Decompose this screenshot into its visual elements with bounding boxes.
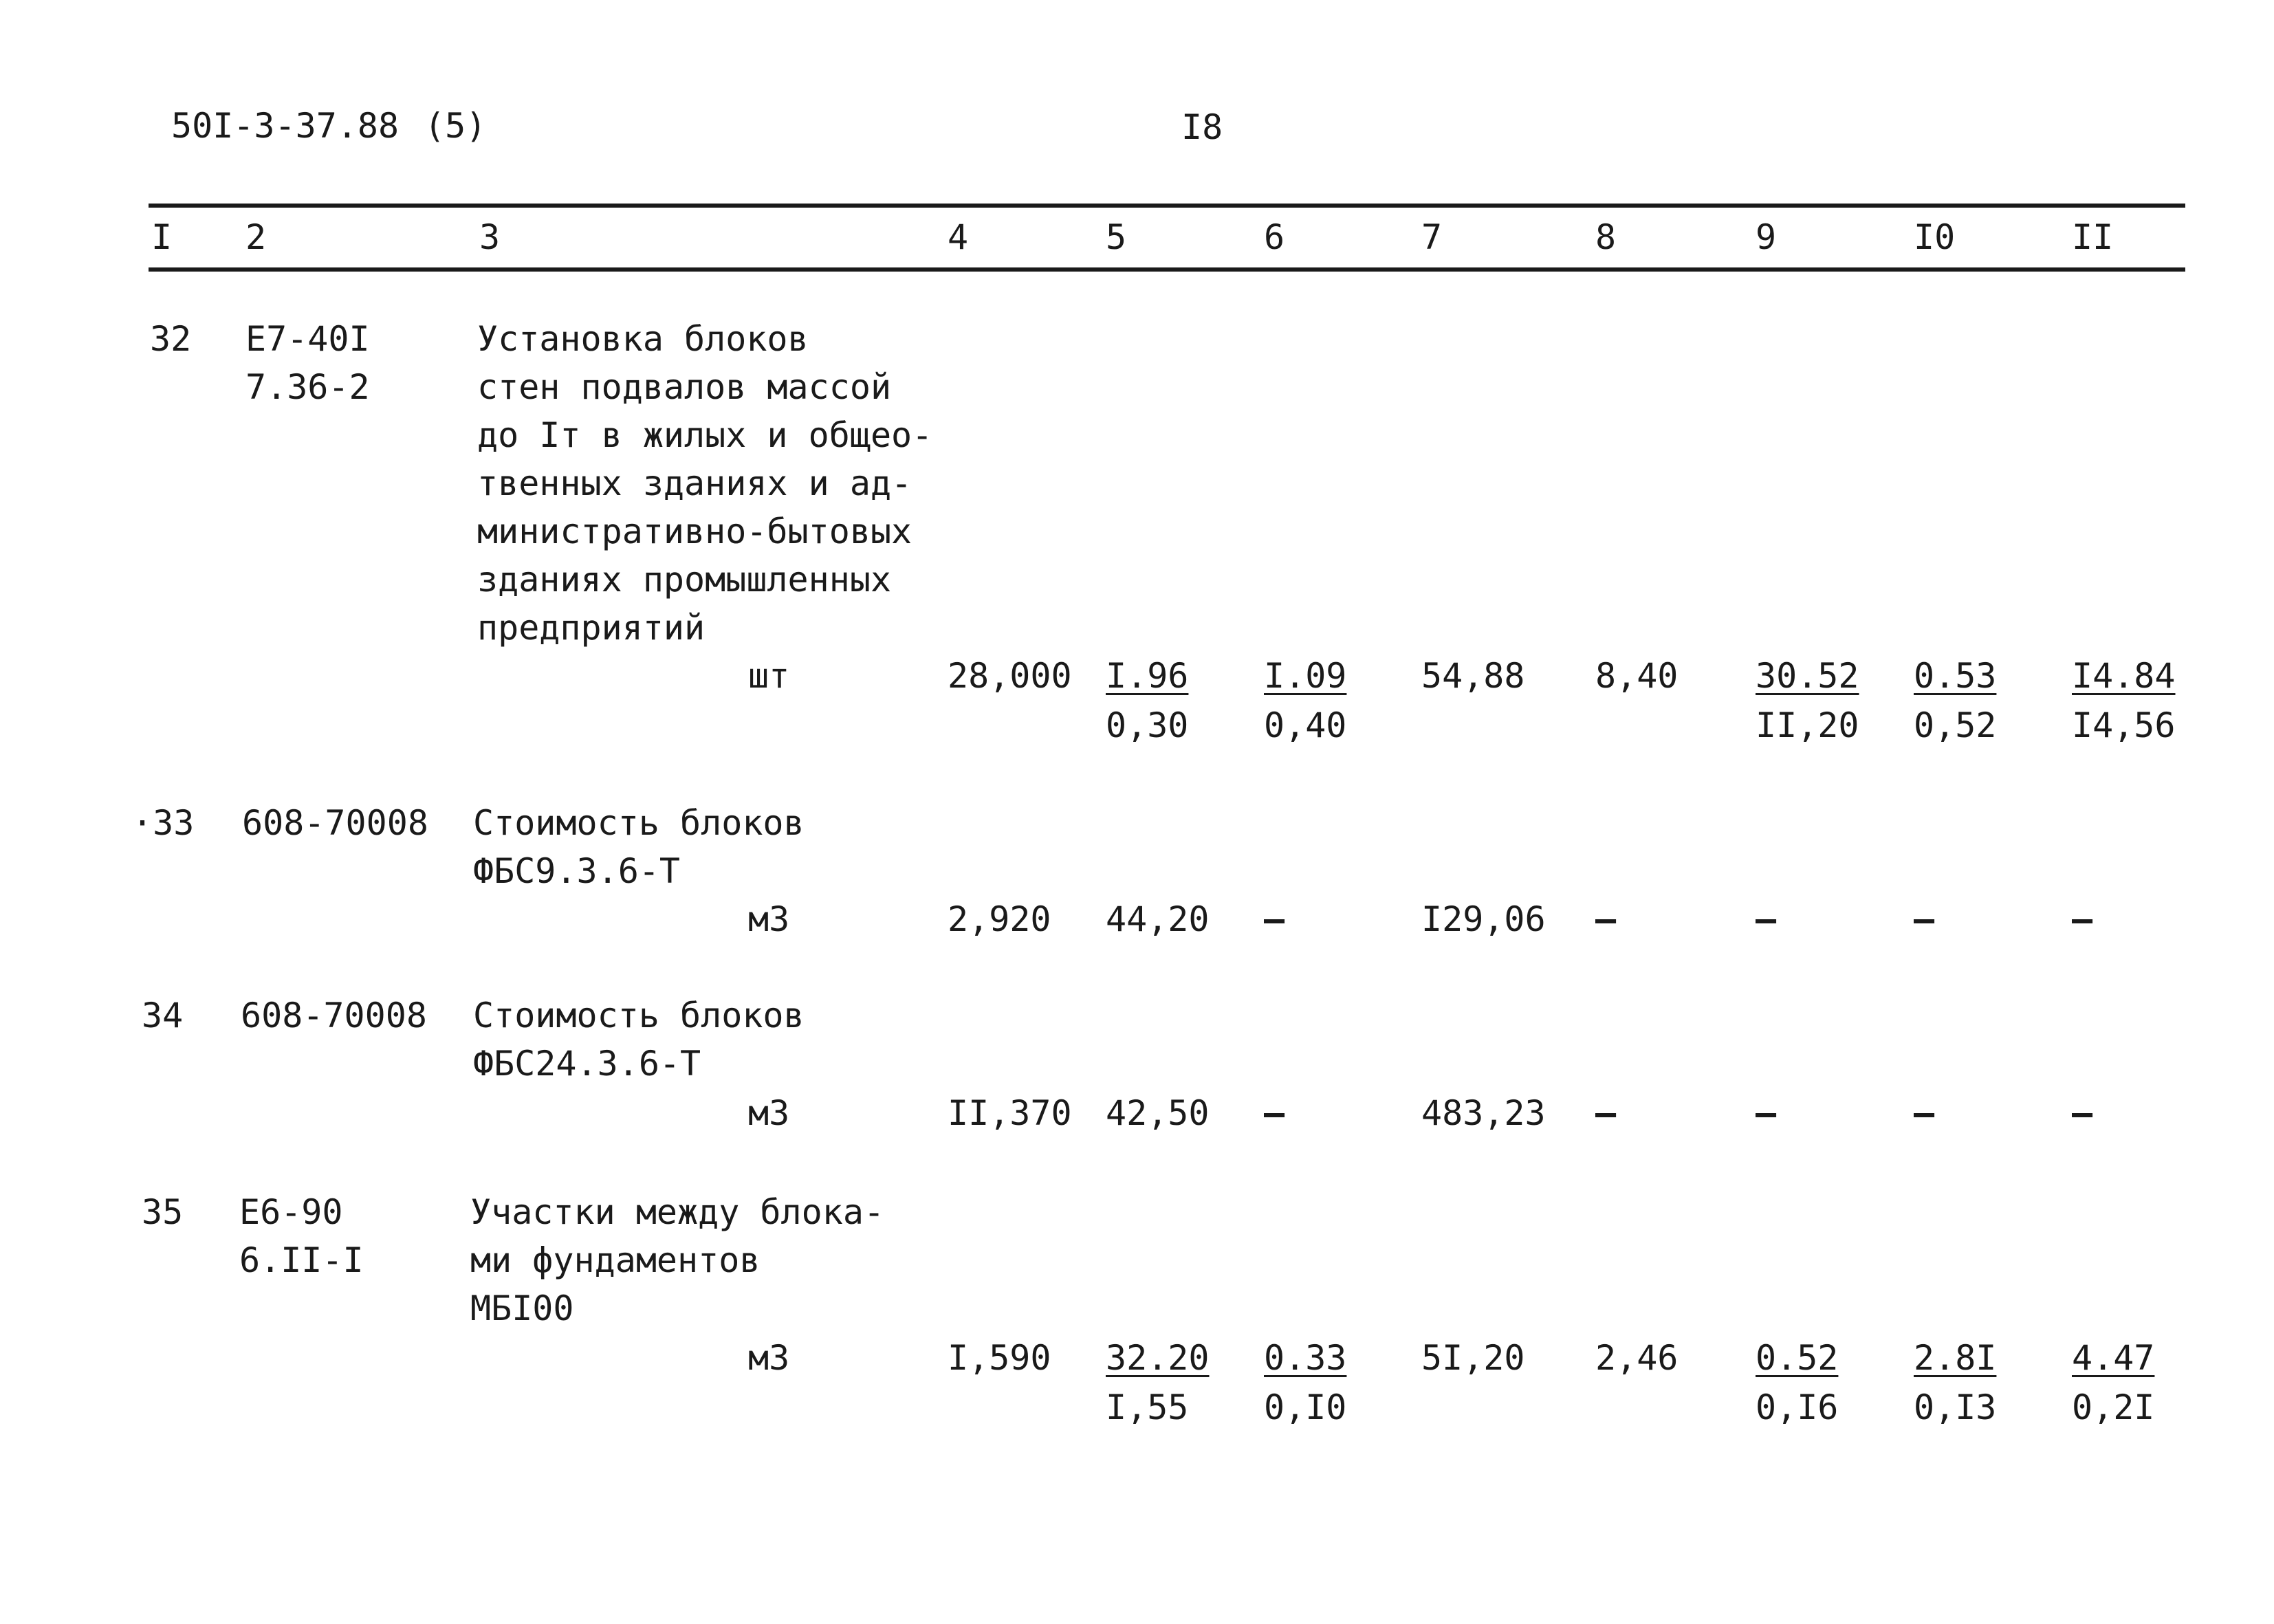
cell-col5-top: 32.20 — [1106, 1338, 1210, 1378]
cell-col11-bottom: I4,56 — [2072, 705, 2176, 745]
row-unit: м3 — [748, 1338, 790, 1378]
cell-col8: 2,46 — [1595, 1338, 1679, 1378]
row-description-line: предприятий — [477, 608, 706, 648]
cell-col6: – — [1264, 899, 1285, 939]
column-header-5: 5 — [1106, 217, 1127, 257]
cell-col7: 5I,20 — [1421, 1338, 1525, 1378]
cell-col11: – — [2072, 1093, 2093, 1133]
cell-col11-bottom: 0,2I — [2072, 1387, 2155, 1427]
column-header-4: 4 — [948, 217, 969, 257]
cell-col9-top: 30.52 — [1756, 656, 1859, 696]
document-part: (5) — [424, 106, 487, 146]
cell-col5-bottom: I,55 — [1106, 1387, 1189, 1427]
row-description-line: твенных зданиях и ад- — [477, 463, 912, 503]
cell-col11-top: I4.84 — [2072, 656, 2176, 696]
row-number: 35 — [142, 1192, 184, 1232]
row-code: E7-40I — [245, 319, 370, 359]
column-header-7: 7 — [1421, 217, 1443, 257]
row-description-line: ми фундаментов — [470, 1240, 761, 1280]
row-description-line: стен подвалов массой — [477, 367, 892, 407]
column-header-1: I — [151, 217, 173, 257]
column-header-11: II — [2072, 217, 2114, 257]
row-description-line: МБI00 — [470, 1288, 574, 1328]
row-code: 608-70008 — [241, 996, 427, 1035]
cell-col7: 54,88 — [1421, 656, 1525, 696]
row-description-line: зданиях промышленных — [477, 560, 892, 600]
column-header-2: 2 — [245, 217, 267, 257]
cell-col6-bottom: 0,I0 — [1264, 1387, 1347, 1427]
cell-col5-bottom: 0,30 — [1106, 705, 1189, 745]
cell-col10: – — [1914, 899, 1935, 939]
column-header-3: 3 — [479, 217, 501, 257]
row-quantity: I,590 — [948, 1338, 1051, 1378]
column-header-9: 9 — [1756, 217, 1777, 257]
cell-col11: – — [2072, 899, 2093, 939]
row-description-line: Участки между блока- — [470, 1192, 885, 1232]
cell-col6-bottom: 0,40 — [1264, 705, 1347, 745]
cell-col8: – — [1595, 1093, 1617, 1133]
row-quantity: 28,000 — [948, 656, 1072, 696]
row-description-line: ФБС24.3.6-Т — [473, 1044, 701, 1084]
cell-col9-bottom: 0,I6 — [1756, 1387, 1839, 1427]
row-quantity: 2,920 — [948, 899, 1051, 939]
table-top-rule — [149, 204, 2185, 208]
row-unit: м3 — [748, 899, 790, 939]
row-quantity: II,370 — [948, 1093, 1072, 1133]
cell-col8: – — [1595, 899, 1617, 939]
cell-col6-top: 0.33 — [1264, 1338, 1347, 1378]
row-description-line: Установка блоков — [477, 319, 809, 359]
row-description-line: министративно-бытовых — [477, 512, 912, 551]
column-header-10: I0 — [1914, 217, 1956, 257]
document-code: 50I-3-37.88 — [171, 106, 400, 146]
cell-col10-bottom: 0,52 — [1914, 705, 1997, 745]
page-number: I8 — [1181, 107, 1223, 147]
cell-col9: – — [1756, 899, 1777, 939]
cell-col10-top: 0.53 — [1914, 656, 1997, 696]
row-description-line: Стоимость блоков — [473, 803, 805, 843]
cell-col5-top: I.96 — [1106, 656, 1189, 696]
cell-col5: 44,20 — [1106, 899, 1210, 939]
column-header-8: 8 — [1595, 217, 1617, 257]
row-description-line: Стоимость блоков — [473, 996, 805, 1035]
row-number: 34 — [142, 996, 184, 1035]
cell-col9-bottom: II,20 — [1756, 705, 1859, 745]
cell-col6-top: I.09 — [1264, 656, 1347, 696]
cell-col6: – — [1264, 1093, 1285, 1133]
cell-col9-top: 0.52 — [1756, 1338, 1839, 1378]
row-code: 7.36-2 — [245, 367, 370, 407]
column-header-6: 6 — [1264, 217, 1285, 257]
cell-col7: 483,23 — [1421, 1093, 1546, 1133]
table-header-rule — [149, 267, 2185, 272]
cell-col10-top: 2.8I — [1914, 1338, 1997, 1378]
cell-col9: – — [1756, 1093, 1777, 1133]
row-code: E6-90 — [239, 1192, 343, 1232]
row-unit: м3 — [748, 1093, 790, 1133]
row-description-line: ФБС9.3.6-Т — [473, 851, 681, 891]
row-description-line: до Iт в жилых и общео- — [477, 415, 933, 455]
cell-col10-bottom: 0,I3 — [1914, 1387, 1997, 1427]
row-unit: шт — [748, 656, 790, 696]
row-number: 32 — [150, 319, 192, 359]
cell-col5: 42,50 — [1106, 1093, 1210, 1133]
row-code: 608-70008 — [242, 803, 428, 843]
row-code: 6.II-I — [239, 1240, 364, 1280]
cell-col8: 8,40 — [1595, 656, 1679, 696]
cell-col7: I29,06 — [1421, 899, 1546, 939]
cell-col11-top: 4.47 — [2072, 1338, 2155, 1378]
cell-col10: – — [1914, 1093, 1935, 1133]
row-number: ·33 — [132, 803, 195, 843]
